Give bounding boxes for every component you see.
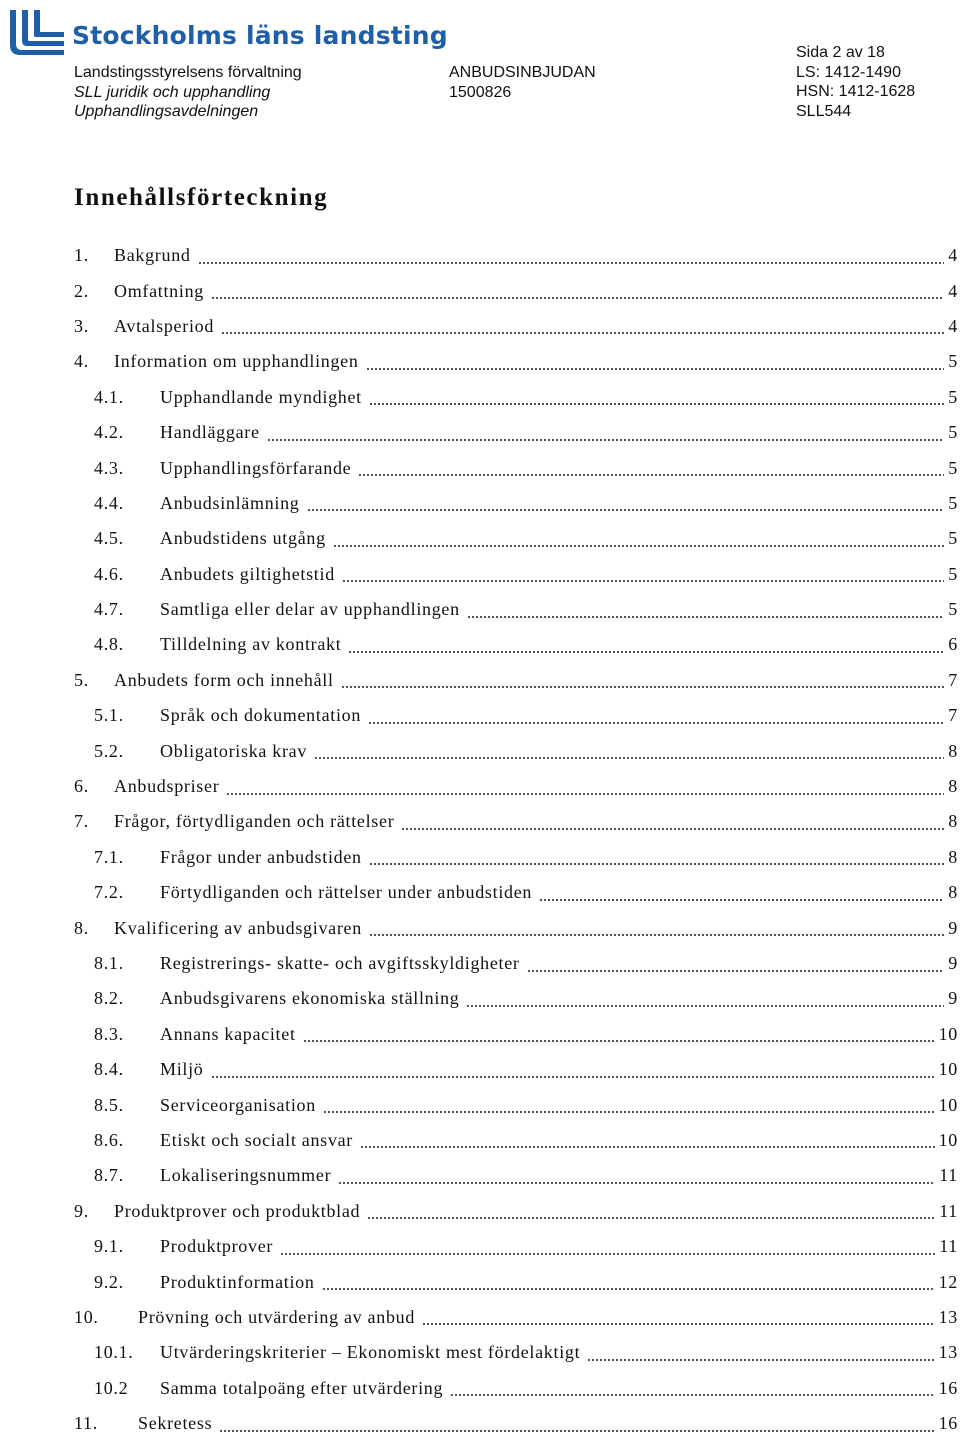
toc-entry-number: 9.1. — [94, 1236, 124, 1257]
logo — [6, 5, 448, 57]
toc-entry-title: Lokaliseringsnummer — [160, 1165, 332, 1186]
toc-leader-dots — [348, 650, 944, 654]
header-right — [796, 43, 915, 121]
toc-leader-dots — [467, 615, 944, 619]
toc-leader-dots — [422, 1322, 935, 1326]
toc-entry-number: 8.4. — [94, 1059, 124, 1080]
header-unit: Upphandlingsavdelningen — [74, 103, 259, 120]
toc-leader-dots — [358, 473, 944, 477]
toc-entry-title: Bakgrund — [114, 245, 191, 266]
toc-entry-page: 10 — [938, 1129, 958, 1150]
toc-entry-title: Produktinformation — [160, 1271, 315, 1292]
toc-entry-page: 10 — [938, 1059, 958, 1080]
toc-entry-page: 11 — [939, 1236, 958, 1257]
toc-leader-dots — [369, 402, 944, 406]
toc-entry-page: 16 — [938, 1377, 958, 1398]
toc-entry-number: 6. — [74, 776, 89, 797]
toc-entry-number: 4.3. — [94, 457, 124, 478]
toc-entry-title: Avtalsperiod — [114, 315, 215, 336]
toc-entry-title: Serviceorganisation — [160, 1094, 316, 1115]
toc-entry-page: 8 — [948, 811, 958, 832]
toc-entry[interactable] — [74, 804, 958, 839]
page-title: Innehållsförteckning — [74, 184, 329, 211]
toc-entry-number: 7.1. — [94, 846, 124, 867]
toc-entry-title: Prövning och utvärdering av anbud — [138, 1306, 416, 1327]
toc-leader-dots — [342, 579, 944, 583]
toc-leader-dots — [367, 1216, 935, 1220]
toc-entry-page: 4 — [948, 280, 958, 301]
toc-entry[interactable] — [74, 1335, 958, 1370]
toc-leader-dots — [211, 1075, 935, 1079]
toc-leader-dots — [527, 969, 944, 973]
toc-entry-number: 4.1. — [94, 386, 124, 407]
toc-leader-dots — [369, 933, 944, 937]
toc-entry-page: 7 — [948, 705, 958, 726]
toc-leader-dots — [587, 1358, 934, 1362]
toc-entry[interactable] — [74, 592, 958, 627]
toc-leader-dots — [303, 1039, 935, 1043]
toc-entry-number: 8.7. — [94, 1165, 124, 1186]
toc-entry[interactable] — [74, 733, 958, 768]
toc-entry[interactable] — [74, 1264, 958, 1299]
toc-entry-page: 5 — [948, 492, 958, 513]
toc-leader-dots — [341, 685, 944, 689]
toc-entry-page: 6 — [948, 634, 958, 655]
toc-entry[interactable] — [74, 910, 958, 945]
toc-entry-page: 11 — [939, 1200, 958, 1221]
toc-entry-title: Språk och dokumentation — [160, 705, 362, 726]
toc-entry-title: Etiskt och socialt ansvar — [160, 1129, 353, 1150]
toc-leader-dots — [267, 438, 944, 442]
toc-entry-number: 5.2. — [94, 740, 124, 761]
toc-entry-title: Sekretess — [138, 1413, 213, 1434]
toc-entry-title: Samtliga eller delar av upphandlingen — [160, 599, 460, 620]
toc-entry-title: Förtydliganden och rättelser under anbudstiden — [160, 882, 533, 903]
toc-entry-title: Anbudspriser — [114, 776, 220, 797]
toc-entry-number: 4. — [74, 351, 89, 372]
toc-entry-number: 8.5. — [94, 1094, 124, 1115]
toc-entry[interactable] — [74, 1300, 958, 1335]
toc-entry-title: Anbudstidens utgång — [160, 528, 326, 549]
header-left — [74, 63, 302, 122]
toc-leader-dots — [366, 367, 944, 371]
toc-entry-page: 5 — [948, 457, 958, 478]
toc-entry[interactable] — [74, 875, 958, 910]
toc-entry[interactable] — [74, 663, 958, 698]
toc-entry-number: 8.1. — [94, 953, 124, 973]
toc-entry[interactable] — [74, 1052, 958, 1087]
toc-entry-page: 5 — [948, 599, 958, 620]
toc-entry-title: Kvalificering av anbudsgivaren — [114, 917, 362, 938]
toc-entry-page: 8 — [948, 740, 958, 761]
toc-entry-number: 8.6. — [94, 1129, 124, 1150]
table-of-contents — [74, 238, 958, 1441]
toc-entry[interactable] — [74, 309, 958, 344]
toc-leader-dots — [369, 862, 944, 866]
toc-entry-title: Samma totalpoäng efter utvärdering — [160, 1377, 444, 1398]
toc-entry-number: 5. — [74, 669, 89, 690]
toc-entry[interactable] — [74, 946, 958, 981]
toc-leader-dots — [401, 827, 944, 831]
toc-entry[interactable] — [74, 1194, 958, 1229]
toc-entry[interactable] — [74, 486, 958, 521]
toc-entry-number: 11. — [74, 1413, 98, 1434]
toc-entry-page: 8 — [948, 776, 958, 797]
toc-entry[interactable] — [74, 273, 958, 308]
toc-entry[interactable] — [74, 450, 958, 485]
toc-entry-page: 10 — [938, 1094, 958, 1115]
toc-entry-number: 2. — [74, 280, 89, 301]
toc-entry-page: 8 — [948, 846, 958, 867]
toc-entry[interactable] — [74, 698, 958, 733]
toc-entry[interactable] — [74, 557, 958, 592]
toc-entry-number: 4.8. — [94, 634, 124, 655]
toc-entry-title: Information om upphandlingen — [114, 351, 359, 372]
toc-entry[interactable] — [74, 981, 958, 1016]
toc-entry[interactable] — [74, 380, 958, 415]
toc-entry-title: Registrerings- skatte- och avgiftsskyldigheter — [160, 953, 520, 973]
toc-entry-number: 4.4. — [94, 492, 124, 513]
toc-entry-title: Obligatoriska krav — [160, 740, 308, 761]
header-doc-number: 1500826 — [449, 83, 512, 101]
toc-entry[interactable] — [74, 1229, 958, 1264]
toc-entry-title: Tilldelning av kontrakt — [160, 634, 342, 655]
toc-entry-number: 10.2 — [94, 1377, 129, 1398]
toc-entry-number: 9. — [74, 1200, 89, 1221]
toc-entry-number: 4.2. — [94, 422, 124, 443]
toc-entry-number: 10.1. — [94, 1342, 134, 1363]
toc-entry-number: 9.2. — [94, 1271, 124, 1292]
toc-entry-number: 5.1. — [94, 705, 124, 726]
toc-entry-title: Produktprover och produktblad — [114, 1200, 361, 1221]
toc-entry[interactable] — [74, 840, 958, 875]
toc-entry-page: 13 — [938, 1342, 958, 1363]
toc-leader-dots — [198, 261, 944, 265]
toc-entry-number: 7.2. — [94, 882, 124, 903]
toc-entry-page: 12 — [938, 1271, 958, 1292]
header-middle — [449, 63, 596, 102]
toc-entry-page: 7 — [948, 669, 958, 690]
toc-entry-number: 1. — [74, 245, 89, 266]
header-page-count: Sida 2 av 18 — [796, 44, 885, 61]
toc-leader-dots — [333, 544, 944, 548]
toc-entry-title: Anbudets form och innehåll — [114, 669, 334, 690]
toc-entry-number: 7. — [74, 811, 89, 832]
toc-entry[interactable] — [74, 1406, 958, 1441]
toc-entry[interactable] — [74, 1017, 958, 1052]
toc-entry-title: Omfattning — [114, 280, 204, 301]
toc-entry-page: 4 — [948, 245, 958, 266]
toc-entry-page: 16 — [938, 1413, 958, 1434]
logo-text: Stockholms läns landsting — [72, 20, 448, 50]
toc-entry-number: 4.7. — [94, 599, 124, 620]
toc-leader-dots — [226, 792, 944, 796]
toc-entry-number: 3. — [74, 315, 89, 336]
toc-entry-title: Annans kapacitet — [160, 1023, 296, 1044]
toc-entry-title: Miljö — [160, 1059, 204, 1080]
toc-entry-title: Anbudsgivarens ekonomiska ställning — [160, 988, 460, 1009]
toc-entry[interactable] — [74, 344, 958, 379]
toc-entry-page: 9 — [948, 917, 958, 938]
toc-entry-page: 13 — [938, 1306, 958, 1327]
toc-entry-number: 8.3. — [94, 1023, 124, 1044]
toc-entry-number: 8.2. — [94, 988, 124, 1009]
toc-leader-dots — [219, 1429, 934, 1433]
toc-leader-dots — [322, 1287, 935, 1291]
toc-entry[interactable] — [74, 627, 958, 662]
toc-entry-number: 4.5. — [94, 528, 124, 549]
header-division: SLL juridik och upphandling — [74, 83, 271, 101]
toc-leader-dots — [360, 1145, 935, 1149]
toc-entry-page: 8 — [948, 882, 958, 903]
toc-entry-number: 4.6. — [94, 563, 124, 584]
toc-entry-page: 5 — [948, 528, 958, 549]
toc-leader-dots — [307, 508, 945, 512]
toc-entry-number: 8. — [74, 917, 89, 938]
toc-entry-title: Frågor under anbudstiden — [160, 846, 362, 867]
toc-entry-number: 10. — [74, 1306, 99, 1327]
toc-entry[interactable] — [74, 1123, 958, 1158]
toc-entry-page: 5 — [948, 422, 958, 443]
toc-entry-title: Handläggare — [160, 422, 260, 443]
toc-entry-title: Upphandlingsförfarande — [160, 457, 352, 478]
toc-entry-title: Anbudets giltighetstid — [160, 563, 335, 584]
toc-entry-page: 9 — [948, 953, 958, 973]
toc-entry-page: 5 — [948, 386, 958, 407]
toc-leader-dots — [466, 1004, 944, 1008]
header-sll-number: SLL544 — [796, 102, 852, 120]
toc-leader-dots — [539, 898, 944, 902]
toc-entry-page: 5 — [948, 563, 958, 584]
toc-leader-dots — [211, 296, 944, 300]
toc-entry-title: Frågor, förtydliganden och rättelser — [114, 811, 395, 832]
header-hsn-number: HSN: 1412-1628 — [796, 83, 916, 100]
toc-entry[interactable] — [74, 1158, 958, 1193]
toc-entry-title: Produktprover — [160, 1236, 274, 1257]
toc-leader-dots — [368, 721, 944, 725]
header-department: Landstingsstyrelsens förvaltning — [74, 64, 302, 81]
header-doc-type: ANBUDSINBJUDAN — [449, 64, 596, 81]
toc-leader-dots — [280, 1252, 935, 1256]
toc-leader-dots — [221, 331, 944, 335]
toc-entry-page: 4 — [948, 315, 958, 336]
toc-entry-title: Utvärderingskriterier – Ekonomiskt mest fördelaktigt — [160, 1342, 581, 1363]
sll-logo-icon — [6, 5, 66, 57]
toc-entry[interactable] — [74, 415, 958, 450]
toc-leader-dots — [323, 1110, 935, 1114]
toc-entry[interactable] — [74, 769, 958, 804]
toc-leader-dots — [450, 1393, 934, 1397]
header-ls-number: LS: 1412-1490 — [796, 63, 901, 81]
toc-entry-page: 5 — [948, 351, 958, 372]
toc-entry-page: 9 — [948, 988, 958, 1009]
toc-entry[interactable] — [74, 1371, 958, 1406]
toc-entry-page: 10 — [938, 1023, 958, 1044]
toc-leader-dots — [314, 756, 944, 760]
toc-entry-title: Anbudsinlämning — [160, 492, 300, 513]
toc-entry[interactable] — [74, 1087, 958, 1122]
toc-entry-title: Upphandlande myndighet — [160, 386, 362, 407]
toc-leader-dots — [338, 1181, 935, 1185]
toc-entry[interactable] — [74, 521, 958, 556]
toc-entry-page: 11 — [939, 1165, 958, 1186]
toc-entry[interactable] — [74, 238, 958, 273]
